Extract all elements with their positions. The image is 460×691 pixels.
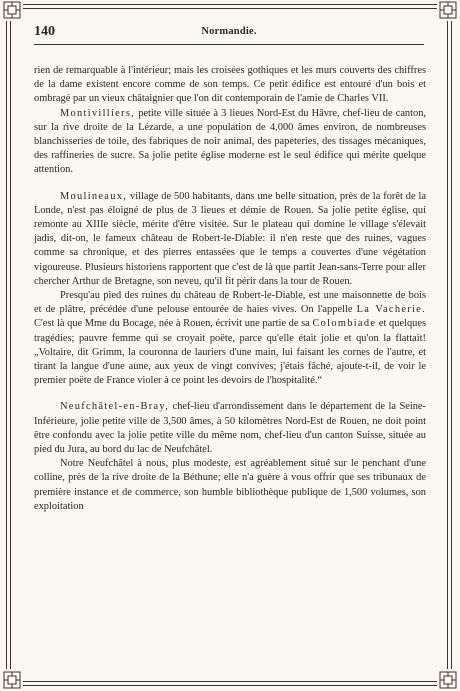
page-number: 140 xyxy=(34,24,55,39)
paragraph: rien de remarquable à l'intérieur; mais les croisées gothiques et les murs couverts des chiffres de la dame existent encore comme de son temps. Ce petit édifice est entouré d'un bois et ombragé par un vieux châtaignier que l'on dit contemporain de l'amie de Charles VII. xyxy=(34,65,426,105)
corner-ornament-icon xyxy=(1,0,23,21)
paragraph-text: chef-lieu d'arrondissement dans le département de la Seine-Inférieure, jolie petite ville de 3,500 âmes, à 50 kilomètres Nord-Est de Rouen, ne doit point être confondu avec la jolie petite ville du même nom, chef-lieu d'un canton Suisse, située au pied du Jura, au bord du lac de Neufchâtel. xyxy=(34,401,426,456)
page-header xyxy=(34,22,424,45)
place-name: Neufchâtel-en-Bray, xyxy=(60,401,170,413)
paragraph-text: Presqu'au pied des ruines du château de Robert-le-Diable, est une maisonnette de bois et de plâtre, précédée d'une pelouse entourée de haies vives. On l'appelle xyxy=(34,290,426,316)
paragraph-text: petite ville située à 3 lieues Nord-Est du Hâvre, chef-lieu de canton, sur la rive droite de la Lézarde, a une population de 4,000 âmes environ, de nombreuses blanchisseries de toile, des fabriques de noir animal, des papeteries, des tissages mécaniques, des raffineries de sucre. Sa jolie petite église moderne est le seul édifice qui mérite quelque attention. xyxy=(34,107,426,176)
paragraph xyxy=(34,400,426,457)
corner-ornament-icon xyxy=(437,669,459,691)
place-name: La Vacherie. xyxy=(356,304,426,316)
corner-ornament-icon xyxy=(1,669,23,691)
place-name: Moulineaux, xyxy=(60,190,128,202)
place-name: Montivilliers, xyxy=(60,107,136,119)
paragraph-text: C'est là que Mme du Bocage, née à Rouen, écrivit une partie de sa xyxy=(34,318,313,330)
body-text xyxy=(34,64,426,514)
paragraph xyxy=(34,190,426,289)
paragraph: Notre Neufchâtel à nous, plus modeste, est agréablement situé sur le penchant d'une colline, près de la rive droite de la Béthune; elle n'a guère à vous offrir que ses tribunaux de première instance et de commerce, son humble bibliothèque publique de 1,500 volumes, son exploitation xyxy=(34,458,426,512)
corner-ornament-icon xyxy=(437,0,459,21)
paragraph-text: village de 500 habitants, dans une belle situation, près de la forêt de la Londe, n'est pas éloigné de plus de 3 lieues et démie de Rouen. Sa jolie petite église, qui remonte au XIIIe siècle, mérite d'être visitée. Sur le plateau qui domine le village s'élevait jadis, dit-on, le fameux château de Robert-le-Diable: il n'en reste que des ruines, vagues comme sa chronique, et des pierres entassées que le temps a couvertes d'une végétation vigoureuse. Plusieurs historiens rapportent que c'est de là que partit Jean-sans-Terre pour aller chercher Arthur de Bretagne, son neveu, qu'il fit périr dans la tour de Rouen. xyxy=(34,190,426,287)
paragraph xyxy=(34,107,426,178)
work-title: Colombiade xyxy=(312,318,377,330)
running-head: Normandie. xyxy=(201,26,257,37)
paragraph-text: et quelques tragédies; pauvre femme qui se croyait poëte, parce qu'elle était jolie et qu'on la flattait! „Voltaire, dit Grimm, la couronna de lauriers d'une main, lui faisant les cornes de l'autre, et tirant la langue d'une aune, aux yeux de vingt convives; j'étais fâché, ajoute-t-il, de voir le premier poëte de France violer à ce point les devoirs de l'hospitalité.“ xyxy=(34,318,426,387)
paragraph xyxy=(34,289,426,388)
